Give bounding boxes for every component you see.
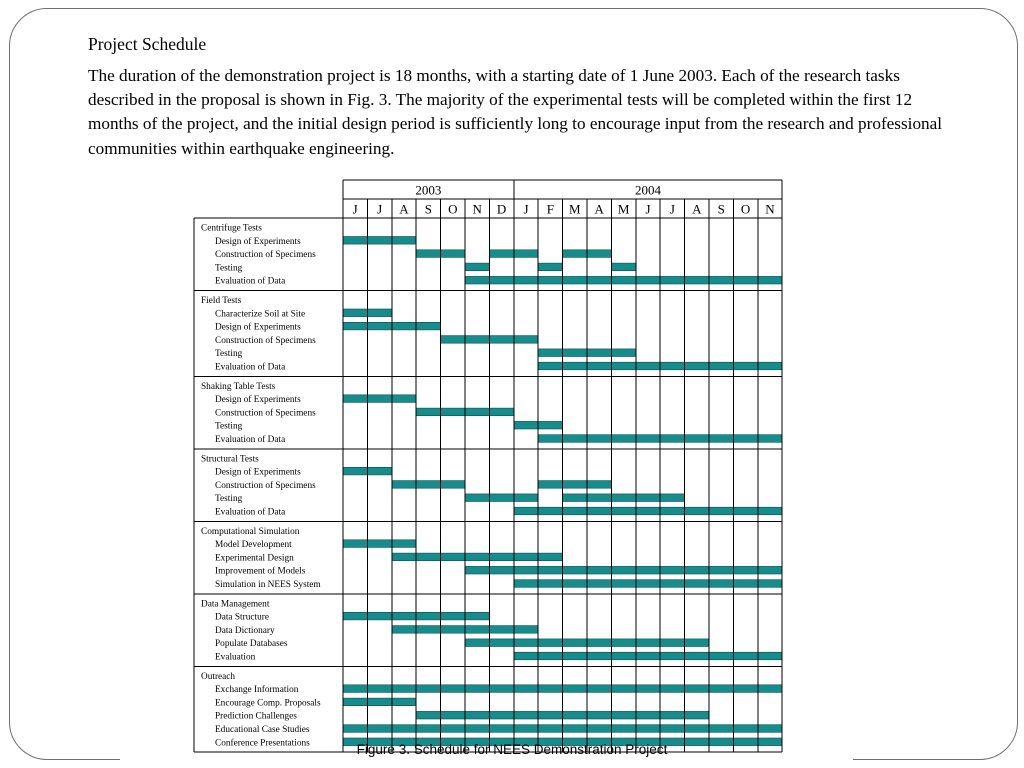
gantt-bar xyxy=(343,237,416,245)
month-label: O xyxy=(740,201,751,217)
task-label: Simulation in NEES System xyxy=(215,580,321,590)
gantt-bar xyxy=(392,481,465,489)
task-label: Prediction Challenges xyxy=(215,711,297,722)
group-title: Structural Tests xyxy=(201,454,259,465)
month-label: M xyxy=(569,201,581,217)
gantt-bar xyxy=(538,263,562,271)
group-title: Shaking Table Tests xyxy=(201,381,276,392)
month-label: O xyxy=(448,201,458,217)
task-label: Design of Experiments xyxy=(215,322,301,333)
month-label: N xyxy=(765,201,775,217)
month-label: A xyxy=(692,201,702,217)
group-title: Outreach xyxy=(201,671,236,682)
task-label: Evaluation of Data xyxy=(215,507,286,518)
task-label: Evaluation xyxy=(215,652,256,663)
task-label: Testing xyxy=(215,263,243,274)
task-label: Testing xyxy=(215,494,243,505)
task-label: Design of Experiments xyxy=(215,236,301,247)
month-label: M xyxy=(617,201,630,217)
gantt-bar xyxy=(343,698,416,706)
gantt-bar xyxy=(465,494,538,502)
task-label: Testing xyxy=(215,349,243,360)
month-label: J xyxy=(669,201,675,217)
group-title: Field Tests xyxy=(201,296,242,306)
body-paragraph: The duration of the demonstration project is 18 months, with a starting date of 1 June 2003. Each of the research tasks described in the proposal is shown in Fig. 3. The majority of the experimental tests will be completed within the first 12 months of the project, and the initial design period is sufficiently long to encourage input from the research and professional communities within earthquake engineering. xyxy=(88,66,943,158)
month-label: J xyxy=(352,201,358,217)
task-label: Data Structure xyxy=(215,612,269,623)
task-label: Characterize Soil at Site xyxy=(215,309,306,320)
month-label: S xyxy=(717,201,725,217)
task-label: Testing xyxy=(215,421,243,432)
gantt-bar xyxy=(465,276,782,284)
task-label: Construction of Specimens xyxy=(215,480,316,491)
task-label: Encourage Comp. Proposals xyxy=(215,698,321,709)
month-label: J xyxy=(523,201,529,217)
group-title: Data Management xyxy=(201,599,270,610)
gantt-bar xyxy=(514,580,782,588)
month-label: F xyxy=(546,201,555,217)
month-label: A xyxy=(399,201,409,217)
task-label: Improvement of Models xyxy=(215,566,306,577)
gantt-bar xyxy=(514,652,782,660)
gantt-bar xyxy=(392,553,563,561)
gantt-bar xyxy=(514,507,782,515)
task-label: Data Dictionary xyxy=(215,625,275,636)
task-label: Evaluation of Data xyxy=(215,276,286,287)
gantt-bar xyxy=(343,540,416,548)
task-label: Conference Presentations xyxy=(215,738,310,749)
task-label: Design of Experiments xyxy=(215,395,301,406)
month-label: S xyxy=(424,201,433,217)
gantt-bar xyxy=(465,566,782,574)
group-title: Computational Simulation xyxy=(201,526,300,537)
task-label: Model Development xyxy=(215,540,292,551)
gantt-bar xyxy=(538,481,611,489)
year-label: 2004 xyxy=(635,182,661,198)
gantt-bar xyxy=(563,494,685,502)
task-label: Construction of Specimens xyxy=(215,408,316,419)
task-label: Exchange Information xyxy=(215,685,299,696)
month-label: J xyxy=(645,201,651,217)
task-label: Construction of Specimens xyxy=(215,250,316,261)
gantt-bar xyxy=(611,263,635,271)
task-label: Design of Experiments xyxy=(215,467,301,478)
task-label: Experimental Design xyxy=(215,553,294,564)
year-label: 2003 xyxy=(415,182,442,198)
figure-caption: Figure 3. Schedule for NEES Demonstration Project xyxy=(356,742,668,757)
task-label: Construction of Specimens xyxy=(215,335,316,346)
gantt-bar xyxy=(465,263,489,271)
group-title: Centrifuge Tests xyxy=(201,223,262,234)
task-label: Evaluation of Data xyxy=(215,435,286,445)
section-heading: Project Schedule xyxy=(88,34,207,54)
month-label: D xyxy=(496,201,507,217)
month-label: A xyxy=(594,201,604,217)
task-label: Populate Databases xyxy=(215,639,288,650)
task-label: Evaluation of Data xyxy=(215,362,286,373)
task-label: Educational Case Studies xyxy=(215,725,310,735)
month-label: J xyxy=(377,201,383,217)
gantt-bar xyxy=(343,395,416,403)
month-label: N xyxy=(472,201,482,217)
